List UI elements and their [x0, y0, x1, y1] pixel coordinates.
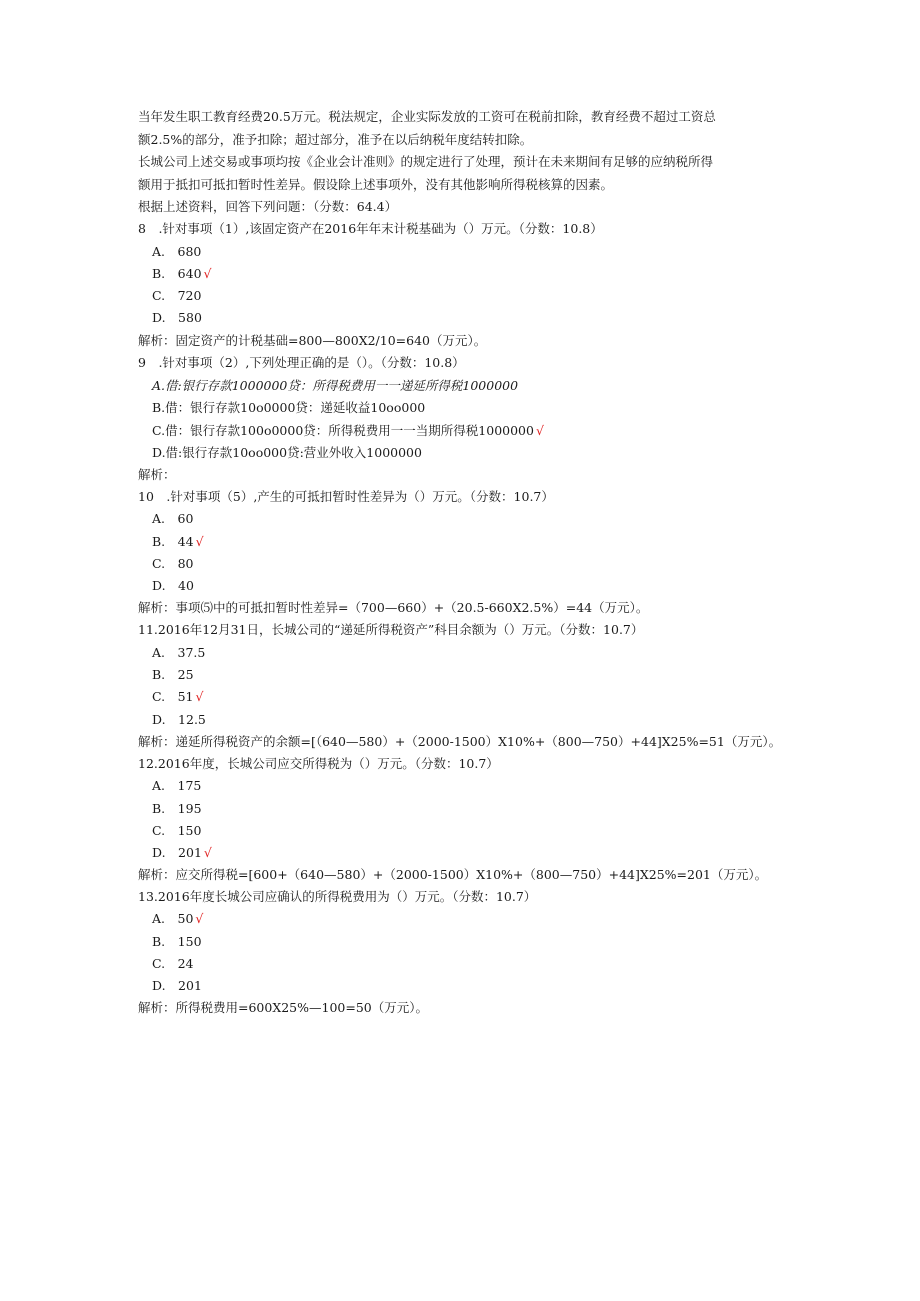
question-13-option-a	[152, 910, 203, 928]
question-13-option-d	[152, 977, 202, 995]
option-label: D. 580	[152, 310, 202, 325]
option-label: C.借：银行存款100o0000贷：所得税费用一一当期所得税1000000	[152, 423, 534, 438]
question-8-option-c	[152, 287, 201, 305]
question-9-option-c	[152, 422, 544, 440]
option-label: B. 44	[152, 534, 194, 549]
question-10-option-c	[152, 555, 194, 573]
option-label: D. 40	[152, 578, 194, 593]
option-label: B. 640	[152, 266, 202, 281]
option-label: D. 201	[152, 978, 202, 993]
question-13-analysis: 解析：所得税费用=600X25%—100=50（万元）。	[138, 1000, 429, 1015]
question-10-option-d	[152, 577, 194, 595]
correct-check-icon: √	[535, 423, 544, 438]
option-label: A. 175	[152, 778, 202, 793]
question-10-analysis: 解析：事项⑸中的可抵扣暂时性差异=（700—660）+（20.5-660X2.5%）=44（万元）。	[138, 600, 649, 615]
option-label: B.借：银行存款10o0000贷：递延收益10oo000	[152, 400, 426, 415]
question-12-stem: 12.2016年度，长城公司应交所得税为（）万元。（分数：10.7）	[138, 756, 499, 771]
question-12-option-c	[152, 822, 201, 840]
question-9-option-d	[152, 444, 422, 462]
intro-line-2: 额2.5%的部分，准予扣除；超过部分，准予在以后纳税年度结转扣除。	[138, 132, 533, 147]
question-12-option-a	[152, 777, 201, 795]
question-11-analysis: 解析：递延所得税资产的余额=[（640—580）+（2000-1500）X10%+（800—750）+44]X25%=51（万元）。	[138, 734, 782, 749]
option-label: A. 50	[152, 911, 194, 926]
option-label: A.借:银行存款1000000贷：所得税费用一一递延所得税1000000	[152, 378, 519, 393]
intro-line-1: 当年发生职工教育经费20.5万元。税法规定，企业实际发放的工资可在税前扣除，教育经费不超过工资总	[138, 109, 716, 124]
option-label: C. 80	[152, 556, 194, 571]
question-12-option-d	[152, 844, 212, 862]
option-label: D. 201	[152, 845, 202, 860]
option-label: C. 51	[152, 689, 194, 704]
correct-check-icon: √	[195, 911, 204, 926]
question-11-option-a	[152, 644, 205, 662]
intro-line-4: 额用于抵扣可抵扣暂时性差异。假设除上述事项外，没有其他影响所得税核算的因素。	[138, 177, 614, 192]
question-10-stem: 10 .针对事项（5）,产生的可抵扣暂时性差异为（）万元。（分数：10.7）	[138, 489, 554, 504]
question-12-analysis: 解析：应交所得税=[600+（640—580）+（2000-1500）X10%+（800—750）+44]X25%=201（万元）。	[138, 867, 768, 882]
option-label: C. 24	[152, 956, 194, 971]
question-13-option-b	[152, 933, 202, 951]
question-9-option-b	[152, 399, 425, 417]
question-8-option-d	[152, 309, 202, 327]
option-label: D. 12.5	[152, 712, 206, 727]
option-label: A. 60	[152, 511, 194, 526]
question-11-stem: 11.2016年12月31日，长城公司的“递延所得税资产”科目余额为（）万元。（分数：10.7）	[138, 622, 644, 637]
correct-check-icon: √	[195, 689, 204, 704]
question-8-stem: 8 .针对事项（1）,该固定资产在2016年年末计税基础为（）万元。（分数：10.8）	[138, 221, 603, 236]
question-13-stem: 13.2016年度长城公司应确认的所得税费用为（）万元。（分数：10.7）	[138, 889, 537, 904]
question-10-option-a	[152, 510, 193, 528]
question-11-option-d	[152, 711, 206, 729]
question-8-analysis: 解析：固定资产的计税基础=800—800X2/10=640（万元）。	[138, 333, 487, 348]
correct-check-icon: √	[203, 845, 212, 860]
option-label: D.借:银行存款10oo000贷:营业外收入1000000	[152, 445, 422, 460]
question-9-option-a	[152, 377, 518, 395]
correct-check-icon: √	[195, 534, 204, 549]
intro-line-3: 长城公司上述交易或事项均按《企业会计准则》的规定进行了处理，预计在未来期间有足够的应纳税所得	[138, 154, 714, 169]
option-label: B. 150	[152, 934, 202, 949]
question-11-option-b	[152, 666, 194, 684]
question-13-option-c	[152, 955, 194, 973]
correct-check-icon: √	[203, 266, 212, 281]
question-11-option-c	[152, 688, 203, 706]
question-9-stem: 9 .针对事项（2）,下列处理正确的是（）。（分数：10.8）	[138, 355, 465, 370]
option-label: C. 720	[152, 288, 202, 303]
intro-line-5: 根据上述资料，回答下列问题：（分数：64.4）	[138, 199, 398, 214]
option-label: B. 25	[152, 667, 194, 682]
question-8-option-a	[152, 243, 201, 261]
question-8-option-b	[152, 265, 212, 283]
question-10-option-b	[152, 533, 204, 551]
question-9-analysis: 解析：	[138, 467, 176, 482]
option-label: A. 680	[152, 244, 202, 259]
question-12-option-b	[152, 800, 202, 818]
option-label: C. 150	[152, 823, 202, 838]
option-label: A. 37.5	[152, 645, 206, 660]
option-label: B. 195	[152, 801, 202, 816]
